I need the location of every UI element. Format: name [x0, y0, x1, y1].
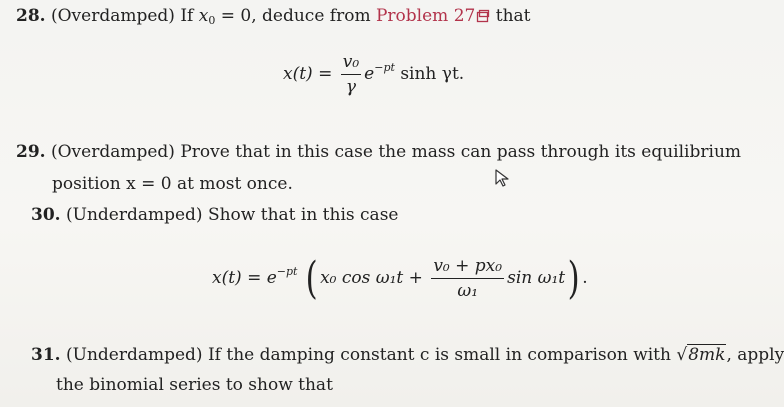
problem-text: the binomial series to show that	[56, 375, 333, 395]
sqrt-argument: 8mk	[688, 345, 726, 365]
equation-2	[212, 252, 588, 304]
problem-text: that	[490, 6, 531, 26]
fraction	[431, 256, 504, 301]
problem-number: 30.	[31, 205, 61, 225]
problem-text: position x = 0 at most once.	[52, 174, 293, 194]
equation-rest: sinh γt.	[394, 64, 465, 84]
left-paren: (	[305, 252, 318, 304]
equation-lhs: x(t) = e	[212, 268, 277, 288]
sqrt-symbol: √	[676, 345, 688, 365]
problem-30	[31, 203, 398, 227]
fraction-numerator: v₀	[342, 52, 360, 72]
problem-number: 28.	[16, 6, 46, 26]
exponent: −pt	[276, 265, 298, 278]
problem-number: 31.	[31, 345, 61, 365]
problem-28	[16, 4, 530, 33]
equation-term: x₀ cos ω₁t +	[320, 268, 423, 288]
equation-1	[283, 52, 464, 97]
fraction-denominator: γ	[341, 74, 361, 97]
fraction-denominator: ω₁	[431, 278, 504, 301]
exponent: −pt	[374, 61, 395, 74]
fraction	[341, 52, 361, 97]
mouse-cursor-icon	[494, 168, 512, 192]
equation-term: sin ω₁t	[507, 268, 566, 288]
right-paren: )	[567, 252, 580, 304]
problem-29-line-2	[52, 172, 293, 196]
exp-base: e	[364, 64, 375, 84]
math-var: x	[198, 6, 209, 26]
fraction-numerator: v₀ + px₀	[433, 256, 503, 276]
problem-text: , apply	[726, 345, 784, 365]
problem-text: (Overdamped) Prove that in this case the mass can pass through its equilibrium	[50, 142, 742, 162]
problem-31-line-2	[56, 373, 333, 397]
equation-end: .	[582, 268, 588, 288]
problem-number: 29.	[16, 142, 46, 162]
external-link-icon[interactable]	[476, 6, 490, 30]
problem-29	[16, 140, 741, 164]
problem-text: = 0, deduce from	[215, 6, 376, 26]
problem-27-link[interactable]: Problem 27	[375, 6, 476, 26]
problem-31	[31, 343, 784, 367]
problem-text: (Underdamped) If the damping constant c is small in comparison with	[65, 345, 677, 365]
problem-text: (Overdamped) If	[50, 6, 199, 26]
equation-lhs: x(t) =	[283, 64, 333, 84]
math-sub: 0	[208, 14, 216, 27]
problem-text: (Underdamped) Show that in this case	[65, 205, 399, 225]
